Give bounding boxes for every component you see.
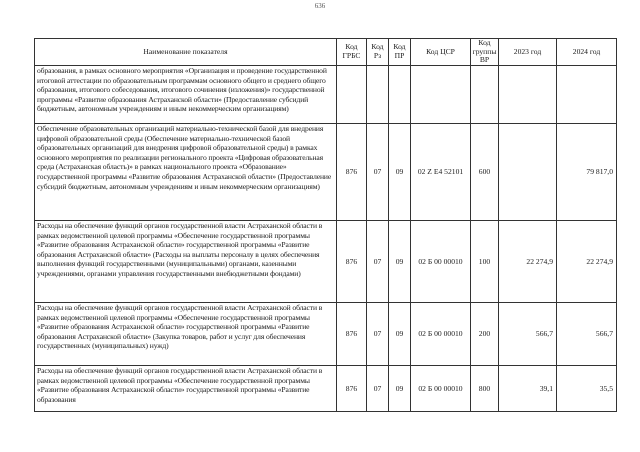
table-row xyxy=(35,366,617,412)
page-number: 636 xyxy=(314,2,326,10)
header-grbs: Код ГРБС xyxy=(337,39,367,66)
row-grbs: 876 xyxy=(337,221,367,303)
row-grbs xyxy=(337,66,367,124)
row-2024: 35,5 xyxy=(557,366,617,412)
row-name: Расходы на обеспечение функций органов государственной власти Астраханской области в рамках ведомственной целевой программы «Обеспечение государственной программы «Развитие образования Астраханской области» государственной программы «Развитие образования Астраханской области» (Расходы на выплаты персоналу в целях обеспечения выполнения функций государственными (муниципальными) органами, казенными учреждениями, органами управления государственными внебюджетными фондами) xyxy=(35,221,337,303)
table-header-row xyxy=(35,39,617,66)
row-grbs: 876 xyxy=(337,303,367,366)
budget-table xyxy=(34,38,617,412)
row-csr: 02 Б 00 00010 xyxy=(411,303,471,366)
table-row xyxy=(35,221,617,303)
row-rz: 07 xyxy=(367,221,389,303)
row-rz: 07 xyxy=(367,366,389,412)
header-name: Наименование показателя xyxy=(35,39,337,66)
row-2024: 566,7 xyxy=(557,303,617,366)
row-csr: 02 Z E4 52101 xyxy=(411,124,471,221)
row-vr: 100 xyxy=(471,221,499,303)
row-pr: 09 xyxy=(389,221,411,303)
row-2024 xyxy=(557,66,617,124)
row-pr: 09 xyxy=(389,303,411,366)
header-vr: Код группы ВР xyxy=(471,39,499,66)
row-csr xyxy=(411,66,471,124)
row-name: Обеспечение образовательных организаций материально-технической базой для внедрения цифровой образовательной среды (Обеспечение материально-технической базой образовательных организаций для внедрения цифровой образовательной среды) в рамках основного мероприятия по реализации регионального проекта «Цифровая образовательная среда (Астраханская область)» в рамках национального проекта «Образование» государственной программы «Развитие образования Астраханской области» (Предоставление субсидий бюджетным, автономным учреждениям и иным некоммерческим организациям) xyxy=(35,124,337,221)
table-row xyxy=(35,303,617,366)
table-row xyxy=(35,66,617,124)
row-vr: 800 xyxy=(471,366,499,412)
row-grbs: 876 xyxy=(337,124,367,221)
table-row xyxy=(35,124,617,221)
row-2023: 22 274,9 xyxy=(499,221,557,303)
row-2024: 22 274,9 xyxy=(557,221,617,303)
row-name: образования, в рамках основного мероприятия «Организация и проведение государственной итоговой аттестации по образовательным программам основного общего и среднего общего образования, итогового собеседования, итогового сочинения (изложения)» государственной программы «Развитие образования Астраханской области» (Предоставление субсидий бюджетным, автономным учреждениям и иным некоммерческим организациям) xyxy=(35,66,337,124)
row-pr: 09 xyxy=(389,366,411,412)
row-pr: 09 xyxy=(389,124,411,221)
header-2023: 2023 год xyxy=(499,39,557,66)
row-vr: 200 xyxy=(471,303,499,366)
row-rz: 07 xyxy=(367,303,389,366)
header-2024: 2024 год xyxy=(557,39,617,66)
row-rz xyxy=(367,66,389,124)
header-csr: Код ЦСР xyxy=(411,39,471,66)
row-csr: 02 Б 00 00010 xyxy=(411,366,471,412)
header-pr: Код ПР xyxy=(389,39,411,66)
row-vr xyxy=(471,66,499,124)
header-rz: Код Рз xyxy=(367,39,389,66)
row-name: Расходы на обеспечение функций органов государственной власти Астраханской области в рамках ведомственной целевой программы «Обеспечение государственной программы «Развитие образования Астраханской области» государственной программы «Развитие образования Астраханской области» (Закупка товаров, работ и услуг для обеспечения государственных (муниципальных) нужд) xyxy=(35,303,337,366)
row-pr xyxy=(389,66,411,124)
row-rz: 07 xyxy=(367,124,389,221)
row-vr: 600 xyxy=(471,124,499,221)
row-2023: 566,7 xyxy=(499,303,557,366)
row-2023 xyxy=(499,124,557,221)
row-2023 xyxy=(499,66,557,124)
row-grbs: 876 xyxy=(337,366,367,412)
row-name xyxy=(35,366,337,412)
row-name-text: Расходы на обеспечение функций органов государственной власти Астраханской области в рамках ведомственной целевой программы «Обеспечение государственной программы «Развитие образования Астраханской области» государственной программы «Развитие образования xyxy=(37,366,323,404)
row-csr: 02 Б 00 00010 xyxy=(411,221,471,303)
row-2023: 39,1 xyxy=(499,366,557,412)
row-2024: 79 817,0 xyxy=(557,124,617,221)
